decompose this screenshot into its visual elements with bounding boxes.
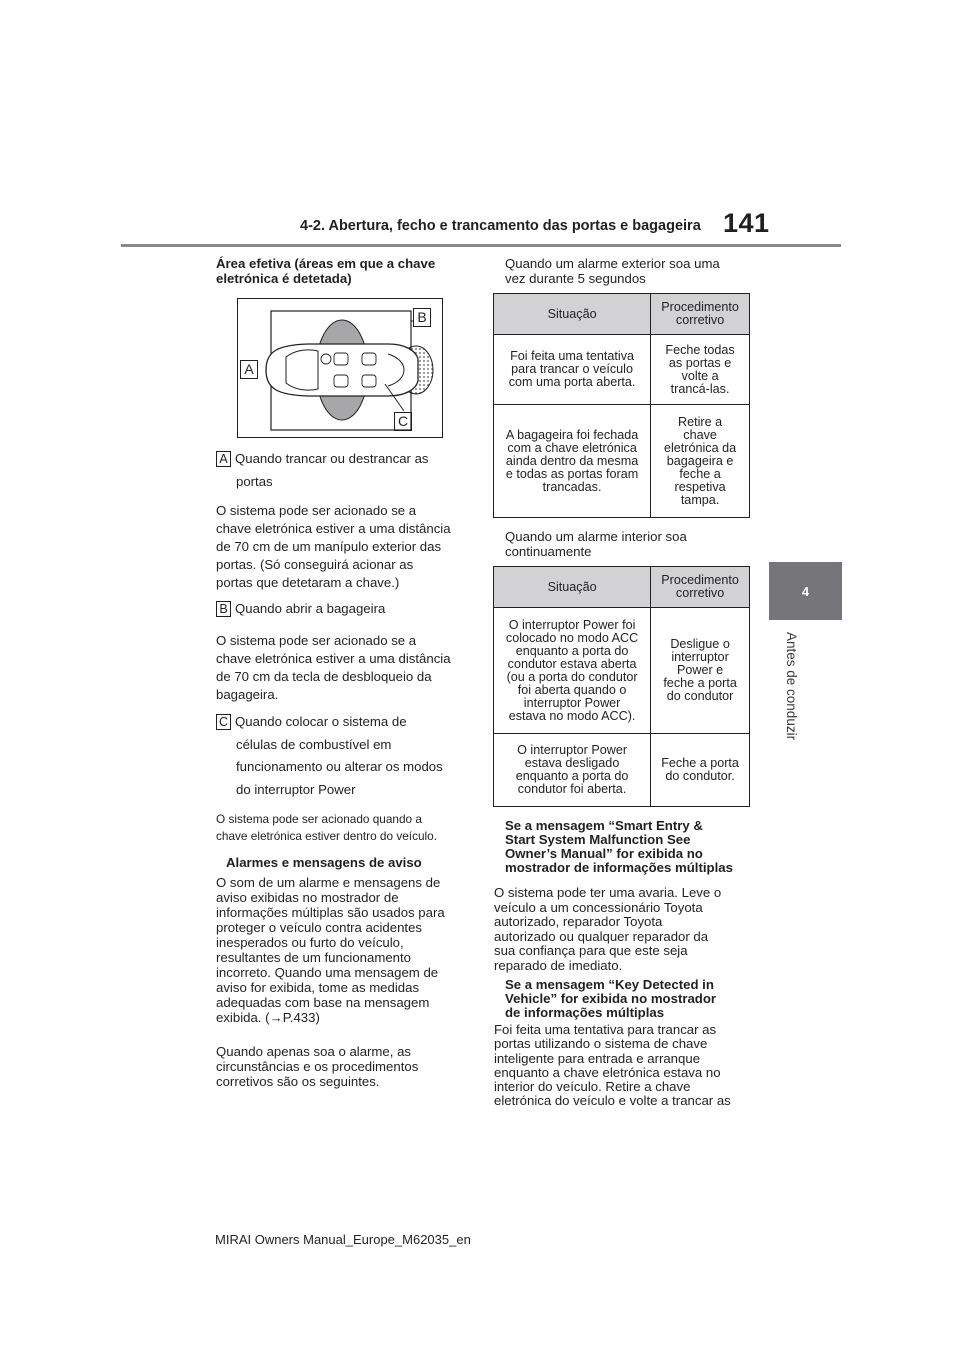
cell-line: eletrónica da — [664, 440, 737, 455]
alarms-paragraph-2 — [216, 1044, 418, 1089]
cell-line: respetiva — [674, 479, 726, 494]
paragraph-a — [216, 502, 451, 592]
table-header-procedure: Procedimento corretivo — [651, 294, 750, 335]
cell-line: com a chave eletrónica — [507, 440, 637, 455]
cell-line: Feche todas — [665, 342, 735, 357]
cell-line: Feche a porta — [661, 756, 739, 770]
item-b-label: B — [216, 601, 231, 617]
heading-line: mostrador de informações múltiplas — [505, 860, 733, 875]
cell-line: O interruptor Power foi — [508, 617, 636, 632]
item-c-label: C — [216, 714, 231, 730]
cell-line: do condutor. — [665, 769, 735, 783]
paragraph-line: resultantes de um funcionamento — [216, 950, 411, 965]
item-c-line: do interruptor Power — [236, 781, 356, 797]
heading-line: de informações múltiplas — [505, 1005, 665, 1020]
paragraph-line: chave eletrónica estiver a uma distância — [216, 521, 451, 536]
chapter-tab-number: 4 — [769, 562, 842, 620]
cell-line: interruptor Power — [523, 695, 621, 710]
cell-line: A bagageira foi fechada — [505, 427, 639, 442]
malfunction-paragraph — [494, 886, 721, 973]
cell-line: bagageira e — [666, 453, 734, 468]
paragraph-line: corretivos são os seguintes. — [216, 1074, 380, 1089]
effective-area-heading — [216, 256, 435, 286]
section-title: 4-2. Abertura, fecho e trancamento das portas e bagageira — [300, 218, 701, 234]
cell-line: do condutor — [666, 689, 734, 703]
paragraph-line: autorizado, reparador Toyota — [494, 914, 663, 929]
heading-line: Se a mensagem “Key Detected in — [505, 977, 714, 992]
paragraph-line: inesperados ou furto do veículo, — [216, 935, 404, 950]
paragraph-line: veículo a um concessionário Toyota — [494, 899, 703, 915]
paragraph-line: informações múltiplas são usados para — [216, 905, 445, 920]
paragraph-line: interior do veículo. Retire a chave — [494, 1079, 691, 1095]
paragraph-line: incorreto. Quando uma mensagem de — [216, 965, 439, 980]
cell-line: as portas e — [668, 355, 732, 370]
cell-line: condutor foi aberta. — [517, 782, 627, 796]
heading-line: Área efetiva (áreas em que a chave — [216, 256, 436, 271]
item-a-label: A — [216, 451, 231, 467]
paragraph-line: autorizado ou qualquer reparador da — [494, 928, 709, 944]
heading-line: Quando um alarme interior soa — [505, 529, 687, 544]
paragraph-line: portas utilizando o sistema de chave — [494, 1036, 708, 1052]
cell-line: trancá-las. — [670, 381, 730, 396]
item-b — [216, 598, 385, 621]
paragraph-line: Quando apenas soa o alarme, as — [216, 1044, 412, 1059]
cell-line: volte a — [681, 368, 719, 383]
cell-line: estava desligado — [524, 756, 620, 770]
interior-alarm-heading — [505, 529, 687, 559]
cell-line: condutor estava aberta — [507, 656, 637, 671]
key-detected-heading — [505, 978, 716, 1020]
table-header-procedure: Procedimento corretivo — [651, 567, 750, 608]
malfunction-message-heading — [505, 819, 733, 875]
item-c-line: células de combustível em — [236, 736, 392, 752]
heading-line: Owner’s Manual” for exibida no — [505, 846, 703, 861]
paragraph-line: aviso exibidas no mostrador de — [216, 890, 399, 905]
heading-line: vez durante 5 segundos — [505, 271, 646, 286]
alarms-heading: Alarmes e mensagens de aviso — [226, 855, 422, 870]
cell-line: O interruptor Power — [517, 743, 628, 757]
diagram-label-b: B — [413, 308, 431, 327]
table-header-situation: Situação — [494, 294, 651, 335]
paragraph-line: portas. (Só conseguirá acionar as — [216, 557, 414, 572]
paragraph-line: circunstâncias e os procedimentos — [216, 1059, 419, 1074]
paragraph-line: enquanto a chave eletrónica estava no — [494, 1064, 721, 1080]
table-cell-situation — [494, 734, 651, 807]
exterior-alarm-heading — [505, 256, 720, 286]
note-line: chave eletrónica estiver dentro do veículo. — [216, 829, 437, 843]
interior-alarm-table — [493, 566, 750, 807]
cell-line: enquanto a porta do — [515, 769, 629, 783]
key-detected-paragraph — [494, 1023, 731, 1109]
paragraph-line: eletrónica do veículo e volte a trancar as — [494, 1093, 731, 1109]
diagram-label-a: A — [240, 360, 258, 379]
table-header-situation: Situação — [494, 567, 651, 608]
cell-line: (ou a porta do condutor — [506, 669, 638, 684]
paragraph-line: exibida. (→P.433) — [216, 1010, 320, 1025]
paragraph-line: de 70 cm da tecla de desbloqueio da — [216, 669, 432, 684]
heading-line: Quando um alarme exterior soa uma — [505, 256, 720, 271]
heading-line: continuamente — [505, 544, 592, 559]
paragraph-line: portas que detetaram a chave.) — [216, 575, 400, 590]
cell-line: Retire a — [678, 414, 723, 429]
item-b-line: Quando abrir a bagageira — [235, 601, 386, 616]
paragraph-line: bagageira. — [216, 687, 279, 702]
cell-line: para trancar o veículo — [511, 362, 633, 376]
footer-text: MIRAI Owners Manual_Europe_M62035_en — [215, 1232, 471, 1247]
cell-line: trancadas. — [542, 479, 602, 494]
cell-line: chave — [683, 427, 717, 442]
paragraph-line: sua confiança para que este seja — [494, 943, 688, 958]
heading-line: Vehicle” for exibida no mostrador — [505, 991, 717, 1006]
detection-area-diagram — [237, 298, 443, 438]
note-line: O sistema pode ser acionado quando a — [216, 812, 422, 826]
table-cell-procedure — [651, 608, 750, 734]
header-rule — [121, 244, 841, 247]
paragraph-line: aviso for exibida, tome as medidas — [216, 980, 420, 995]
item-a-line: Quando trancar ou destrancar as — [235, 451, 429, 466]
paragraph-line: adequadas com base na mensagem — [216, 995, 430, 1010]
heading-line: Start System Malfunction See — [505, 832, 691, 847]
table-cell-situation — [494, 335, 651, 405]
paragraph-line: chave eletrónica estiver a uma distância — [216, 651, 451, 666]
heading-line: Se a mensagem “Smart Entry & — [505, 818, 703, 833]
cell-line: estava no modo ACC). — [508, 708, 636, 723]
cell-line: com uma porta aberta. — [508, 375, 636, 389]
paragraph-line: inteligente para entrada e arranque — [494, 1050, 701, 1066]
item-c — [216, 711, 443, 801]
cell-line: colocado no modo ACC — [505, 630, 639, 645]
table-cell-procedure — [651, 734, 750, 807]
cell-line: tampa. — [680, 492, 720, 507]
diagram-label-c: C — [394, 412, 412, 431]
table-cell-procedure — [651, 335, 750, 405]
paragraph-b — [216, 632, 451, 704]
cell-line: foi aberta quando o — [517, 682, 627, 697]
paragraph-line: reparado de imediato. — [494, 957, 623, 973]
cell-line: interruptor — [671, 650, 729, 664]
cell-line: ainda dentro da mesma — [505, 453, 639, 468]
exterior-alarm-table — [493, 293, 750, 518]
paragraph-line: Foi feita uma tentativa para trancar as — [494, 1022, 717, 1037]
cell-line: Power e — [676, 663, 724, 677]
item-a — [216, 448, 429, 493]
cell-line: feche a porta — [663, 676, 737, 690]
paragraph-line: O sistema pode ser acionado se a — [216, 633, 417, 648]
chapter-tab-label — [784, 632, 806, 792]
cell-line: enquanto a porta do — [515, 643, 629, 658]
page-number: 141 — [723, 208, 770, 238]
cell-line: e todas as portas foram — [505, 466, 639, 481]
paragraph-line: de 70 cm de um manípulo exterior das — [216, 539, 442, 554]
cell-line: Desligue o — [670, 637, 730, 651]
paragraph-line: O som de um alarme e mensagens de — [216, 875, 441, 890]
item-a-line: portas — [236, 473, 273, 489]
table-cell-situation — [494, 608, 651, 734]
item-c-line: funcionamento ou alterar os modos — [236, 759, 443, 774]
paragraph-line: O sistema pode ser acionado se a — [216, 503, 417, 518]
paragraph-line: proteger o veículo contra acidentes — [216, 920, 422, 935]
detection-note — [216, 811, 437, 845]
table-cell-procedure — [651, 405, 750, 518]
cell-line: Foi feita uma tentativa — [510, 349, 635, 363]
paragraph-line: O sistema pode ter uma avaria. Leve o — [494, 885, 722, 900]
heading-line: eletrónica é detetada) — [216, 271, 352, 286]
table-cell-situation — [494, 405, 651, 518]
cell-line: feche a — [679, 466, 721, 481]
alarms-paragraph — [216, 875, 445, 1025]
item-c-line: Quando colocar o sistema de — [235, 714, 407, 729]
chapter-tab-label-text: Antes de conduzir — [784, 632, 799, 741]
